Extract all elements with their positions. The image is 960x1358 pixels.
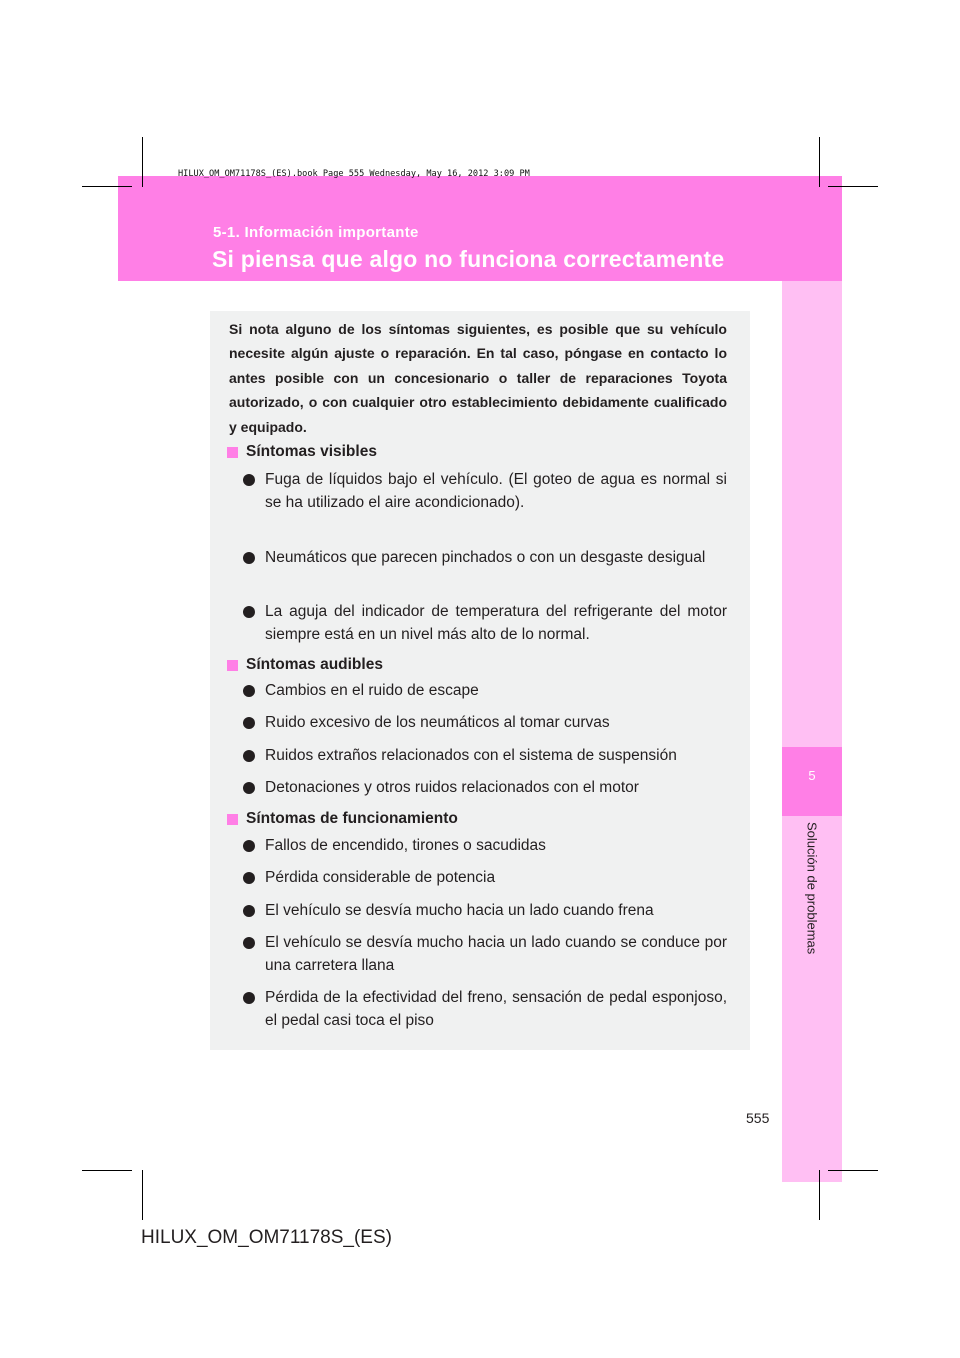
list-item [243, 546, 727, 569]
list-item-text: Neumáticos que parecen pinchados o con un desgaste desigual [265, 549, 706, 566]
square-bullet-icon [227, 447, 238, 458]
chapter-number: 5 [808, 768, 816, 783]
list-item [243, 986, 727, 1032]
crop-line [142, 1170, 143, 1220]
section-heading-text: Síntomas de funcionamiento [246, 810, 458, 827]
list-item-text: Fuga de líquidos bajo el vehículo. (El goteo de agua es normal si se ha utilizado el aire acondicionado). [265, 471, 727, 511]
crop-line [82, 1170, 132, 1171]
square-bullet-icon [227, 660, 238, 671]
side-tab-column [782, 281, 842, 1182]
list-item [243, 834, 727, 857]
section-heading-text: Síntomas visibles [246, 443, 377, 460]
list-item-text: Fallos de encendido, tirones o sacudidas [265, 837, 546, 854]
list-item [243, 711, 727, 734]
list-item [243, 899, 727, 922]
list-item-text: Cambios en el ruido de escape [265, 682, 479, 699]
bullet-dot-icon [243, 840, 255, 852]
list-item-text: Pérdida considerable de potencia [265, 869, 496, 886]
list-item [243, 776, 727, 799]
list-item-text: Detonaciones y otros ruidos relacionados con el motor [265, 779, 639, 796]
list-item [243, 866, 727, 889]
crop-line [819, 137, 820, 187]
section-heading-audible [227, 656, 383, 674]
list-item [243, 468, 727, 514]
bullet-dot-icon [243, 685, 255, 697]
list-item [243, 931, 727, 977]
crop-line [142, 137, 143, 187]
section-heading-text: Síntomas audibles [246, 656, 383, 673]
list-item-text: Ruidos extraños relacionados con el sistema de suspensión [265, 747, 677, 764]
section-heading-visible [227, 443, 377, 461]
bullet-dot-icon [243, 552, 255, 564]
list-item [243, 679, 727, 702]
list-item [243, 600, 727, 646]
bullet-dot-icon [243, 872, 255, 884]
section-heading-functioning [227, 810, 458, 828]
section-label: 5-1. Información importante [213, 224, 419, 241]
list-item-text: Pérdida de la efectividad del freno, sensación de pedal esponjoso, el pedal casi toca el piso [265, 989, 727, 1029]
crop-line [828, 186, 878, 187]
book-info-line: HILUX_OM_OM71178S_(ES).book Page 555 Wednesday, May 16, 2012 3:09 PM [178, 169, 530, 179]
crop-line [828, 1170, 878, 1171]
chapter-title-wrap [782, 822, 842, 982]
chapter-title: Solución de problemas [804, 822, 820, 955]
intro-paragraph: Si nota alguno de los síntomas siguientes, es posible que su vehículo necesite algún ajuste o reparación. En tal caso, póngase en contacto lo antes posible con un concesionario o taller de reparaciones Toyota autorizado, o con cualquier otro establecimiento debidamente cualificado y equipado. [229, 321, 727, 435]
bullet-dot-icon [243, 905, 255, 917]
crop-line [819, 1170, 820, 1220]
document-code: HILUX_OM_OM71178S_(ES) [141, 1227, 392, 1248]
bullet-dot-icon [243, 474, 255, 486]
bullet-dot-icon [243, 717, 255, 729]
crop-line [82, 186, 132, 187]
list-item-text: La aguja del indicador de temperatura del refrigerante del motor siempre está en un nivel más alto de lo normal. [265, 603, 727, 643]
page-title: Si piensa que algo no funciona correctamente [212, 246, 725, 272]
bullet-dot-icon [243, 782, 255, 794]
page-number: 555 [746, 1110, 770, 1126]
list-item-text: El vehículo se desvía mucho hacia un lado cuando frena [265, 902, 654, 919]
content-box [210, 311, 750, 1050]
bullet-dot-icon [243, 750, 255, 762]
bullet-dot-icon [243, 937, 255, 949]
square-bullet-icon [227, 814, 238, 825]
list-item-text: El vehículo se desvía mucho hacia un lado cuando se conduce por una carretera llana [265, 934, 727, 974]
list-item [243, 744, 727, 767]
list-item-text: Ruido excesivo de los neumáticos al tomar curvas [265, 714, 610, 731]
bullet-dot-icon [243, 992, 255, 1004]
bullet-dot-icon [243, 606, 255, 618]
